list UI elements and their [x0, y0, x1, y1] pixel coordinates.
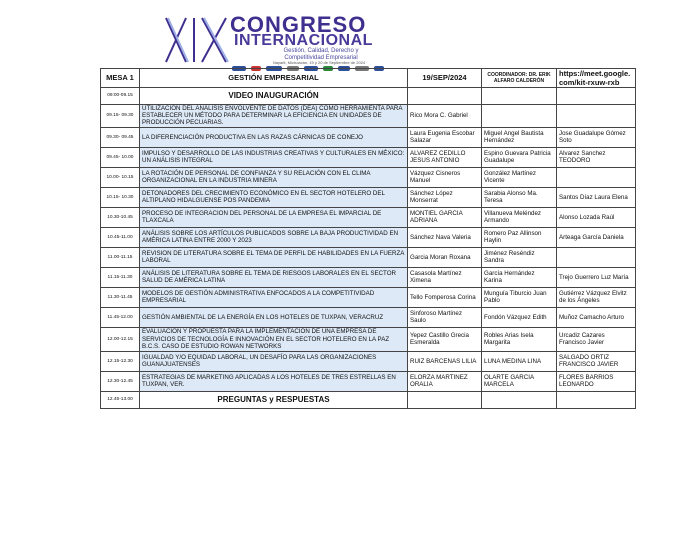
- author-3: SALGADO ORTIZ FRANCISCO JAVIER: [557, 351, 636, 371]
- session-title: ESTRATEGIAS DE MARKETING APLICADAS A LOS HOTELES DE TRES ESTRELLAS EN TUXPAN, VER.: [140, 371, 408, 391]
- session-time: 12.30-12.45: [101, 371, 140, 391]
- topic-label: GESTIÓN EMPRESARIAL: [140, 69, 408, 88]
- closing-label: PREGUNTAS y RESPUESTAS: [140, 391, 408, 408]
- congress-theme: Gestión, Calidad, Derecho y Competitividad Empresarial: [283, 48, 359, 61]
- session-title: GESTIÓN AMBIENTAL DE LA ENERGÍA EN LOS HOTELES DE TUXPAN, VERACRUZ: [140, 307, 408, 327]
- session-title: DETONADORES DEL CRECIMIENTO ECONÓMICO EN EL SECTOR HOTELERO DEL ALTIPLANO HIDALGUENSE POS PANDEMIA: [140, 187, 408, 207]
- author-1: RUIZ BARCENAS LILIA: [408, 351, 482, 371]
- mesa-label: MESA 1: [101, 69, 140, 88]
- author-1: Sánchez López Monserrat: [408, 187, 482, 207]
- table-row: [101, 351, 636, 371]
- session-title: UTILIZACIÓN DEL ANÁLISIS ENVOLVENTE DE DATOS (DEA) COMO HERRAMIENTA PARA ESTABLECER UN MÉTODO PARA DETERMINAR LA EFICIENCIA EN UNIDADES DE PRODUCCIÓN PECUARIAS.: [140, 105, 408, 128]
- author-3: Alvarez Sanchez TEODORO: [557, 147, 636, 167]
- session-time: 10.15- 10.30: [101, 187, 140, 207]
- author-1: Vázquez Cisneros Manuel: [408, 167, 482, 187]
- author-2: Espino Guevara Patricia Guadalupe: [482, 147, 557, 167]
- date-label: 19/SEP/2024: [408, 69, 482, 88]
- intro-row: [101, 88, 636, 105]
- coordinator-label: COORDINADOR: DR. ERIK ALFARO CALDERÓN: [482, 69, 557, 88]
- session-time: 12.15-12.30: [101, 351, 140, 371]
- table-row: [101, 371, 636, 391]
- session-time: 10.45-11.00: [101, 227, 140, 247]
- author-2: García Hernández Karina: [482, 267, 557, 287]
- author-3: [557, 105, 636, 128]
- author-1: Rico Mora C. Gabriel: [408, 105, 482, 128]
- author-3: Alonso Lozada Raúl: [557, 207, 636, 227]
- author-2: Fondón Vázquez Edith: [482, 307, 557, 327]
- session-time: 09.15- 09.30: [101, 105, 140, 128]
- author-3: FLORES BARRIOS LEONARDO: [557, 371, 636, 391]
- author-1: Garcia Moran Roxana: [408, 247, 482, 267]
- congress-header: [150, 8, 410, 66]
- table-row: [101, 267, 636, 287]
- session-title: MODELOS DE GESTIÓN ADMINISTRATIVA ENFOCADOS A LA COMPETITIVIDAD EMPRESARIAL: [140, 287, 408, 307]
- session-title: REVISION DE LITERATURA SOBRE EL TEMA DE PERFIL DE HABILIDADES EN LA FUERZA LABORAL: [140, 247, 408, 267]
- schedule-table: [100, 68, 636, 409]
- table-row: [101, 147, 636, 167]
- intro-time: 09:00-09.15: [101, 88, 140, 105]
- session-title: IGUALDAD Y/O EQUIDAD LABORAL, UN DESAFÍO PARA LAS ORGANIZACIONES GUANAJUATENSES: [140, 351, 408, 371]
- session-title: LA DIFERENCIACIÓN PRODUCTIVA EN LAS RAZAS CÁRNICAS DE CONEJO: [140, 127, 408, 147]
- author-3: Muñoz Camacho Arturo: [557, 307, 636, 327]
- session-title: PROCESO DE INTEGRACION DEL PERSONAL DE LA EMPRESA EL IMPARCIAL DE TLAXCALA: [140, 207, 408, 227]
- table-row: [101, 307, 636, 327]
- table-row: [101, 327, 636, 351]
- author-3: Gutiérrez Vázquez Elvitz de los Ángeles: [557, 287, 636, 307]
- meet-link[interactable]: https://meet.google.com/kit-rxuw-rxb: [557, 69, 636, 88]
- session-time: 12.00-12.15: [101, 327, 140, 351]
- congress-subtitle: INTERNACIONAL: [234, 32, 373, 49]
- author-2: Munguía Tiburcio Juan Pablo: [482, 287, 557, 307]
- author-2: Robles Arias Isela Margarita: [482, 327, 557, 351]
- table-row: [101, 247, 636, 267]
- author-1: Casasola Martínez Ximena: [408, 267, 482, 287]
- author-2: Jiménez Reséndiz Sandra: [482, 247, 557, 267]
- author-1: Sánchez Nava Valeria: [408, 227, 482, 247]
- congress-place: Nayarit, Michoacán, 19 y 20 de Septiembre de 2024: [272, 60, 366, 65]
- session-title: EVALUACIÓN Y PROPUESTA PARA LA IMPLEMENTACIÓN DE UNA EMPRESA DE SERVICIOS DE TECNOLOGÍA E INNOVACIÓN EN EL SECTOR HOTELERO EN LA PAZ B.C.S. CASO DE ESTUDIO ROWAN NETWORKS: [140, 327, 408, 351]
- table-row: [101, 127, 636, 147]
- closing-row: [101, 391, 636, 408]
- author-2: Villanueva Meléndez Armando: [482, 207, 557, 227]
- session-title: ANÁLISIS SOBRE LOS ARTÍCULOS PUBLICADOS SOBRE LA BAJA PRODUCTIVIDAD EN AMÉRICA LATINA ENTRE 2000 Y 2023: [140, 227, 408, 247]
- session-title: LA ROTACIÓN DE PERSONAL DE CONFIANZA Y SU RELACIÓN CON EL CLIMA ORGANIZACIONAL EN LA INDUSTRIA MINERA: [140, 167, 408, 187]
- author-2: Sarabia Alonso Ma. Teresa: [482, 187, 557, 207]
- author-2: Miguel Angel Bautista Hernández: [482, 127, 557, 147]
- author-3: Urcadiz Cazares Francisco Javier: [557, 327, 636, 351]
- author-3: Trejo Guerrero Luz María: [557, 267, 636, 287]
- session-time: 11.45-12.00: [101, 307, 140, 327]
- author-2: Romero Paz Allinson Haylin: [482, 227, 557, 247]
- session-time: 11.30-11.45: [101, 287, 140, 307]
- session-time: 09.45- 10.00: [101, 147, 140, 167]
- table-row: [101, 227, 636, 247]
- table-row: [101, 105, 636, 128]
- author-1: Yepez Castillo Grecia Esmeralda: [408, 327, 482, 351]
- session-title: ANÁLISIS DE LITERATURA SOBRE EL TEMA DE RIESGOS LABORALES EN EL SECTOR SALUD DE AMÉRICA LATINA: [140, 267, 408, 287]
- intro-label: VIDEO INAUGURACIÓN: [140, 88, 408, 105]
- roman-numeral-logo: [164, 14, 234, 66]
- author-2: OLARTE GARCIA MARCELA: [482, 371, 557, 391]
- author-1: MONTIEL GARCIA ADRIANA: [408, 207, 482, 227]
- author-2: [482, 105, 557, 128]
- session-time: 10.00- 10.15: [101, 167, 140, 187]
- session-time: 11.15-11.30: [101, 267, 140, 287]
- author-1: ELORZA MARTINEZ ORALIA: [408, 371, 482, 391]
- author-3: [557, 167, 636, 187]
- table-row: [101, 167, 636, 187]
- author-2: González Martínez Vicente: [482, 167, 557, 187]
- congress-title: CONGRESO: [230, 12, 367, 37]
- table-row: [101, 287, 636, 307]
- session-time: 09.30- 09.45: [101, 127, 140, 147]
- author-3: Jose Guadalupe Gómez Soto: [557, 127, 636, 147]
- table-row: [101, 207, 636, 227]
- author-1: Sinforoso Martínez Saulo: [408, 307, 482, 327]
- author-1: Tello Fomperosa Corina: [408, 287, 482, 307]
- author-2: LUNA MEDINA LINA: [482, 351, 557, 371]
- session-title: IMPULSO Y DESARROLLO DE LAS INDUSTRIAS CREATIVAS Y CULTURALES EN MÉXICO: UN ANÁLISIS INTEGRAL: [140, 147, 408, 167]
- table-header-row: [101, 69, 636, 88]
- author-3: [557, 247, 636, 267]
- session-time: 10.30-10.45: [101, 207, 140, 227]
- session-time: 11.00-11.15: [101, 247, 140, 267]
- table-row: [101, 187, 636, 207]
- author-3: Arteaga García Daniela: [557, 227, 636, 247]
- author-1: Laura Eugenia Escobar Salazar: [408, 127, 482, 147]
- closing-time: 12.45-13.00: [101, 391, 140, 408]
- author-3: Santos Díaz Laura Elena: [557, 187, 636, 207]
- author-1: ALVAREZ CEDILLO JESUS ANTONIO: [408, 147, 482, 167]
